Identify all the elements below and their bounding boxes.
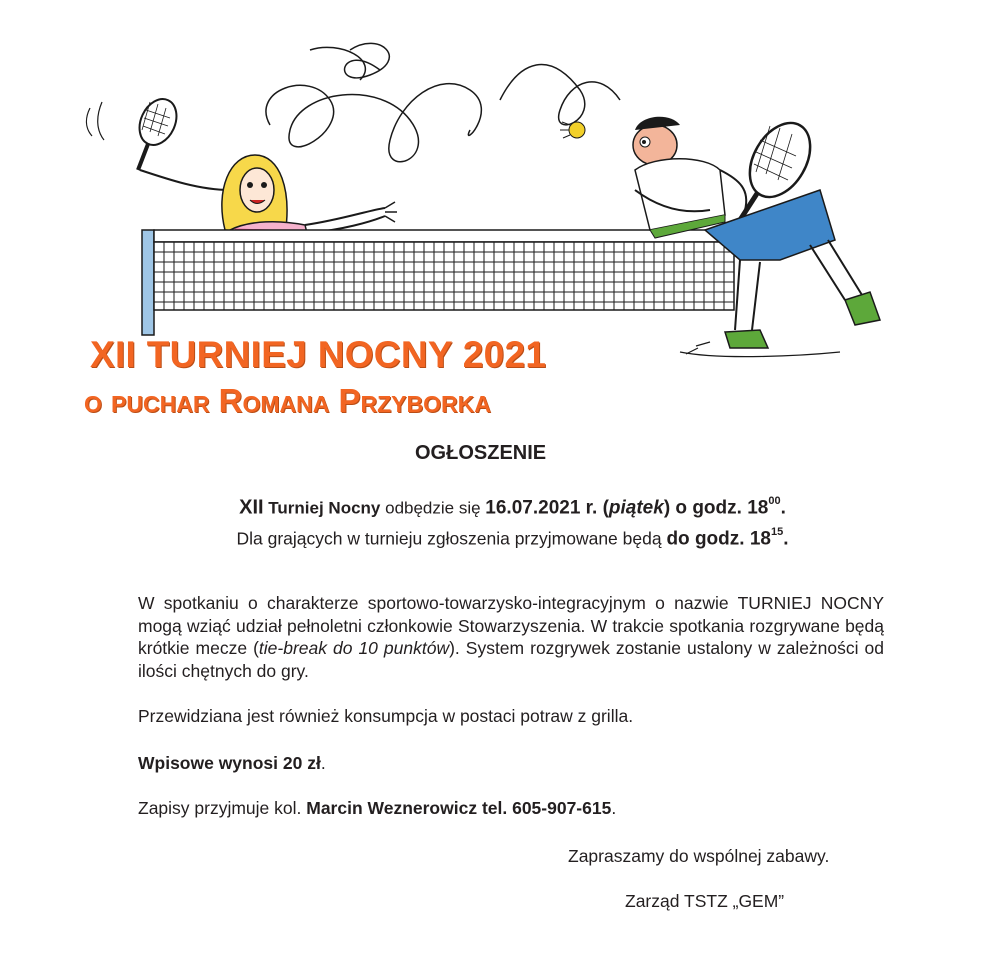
man-player [633, 112, 880, 356]
description-paragraph [138, 592, 884, 682]
event-time-end: . [780, 497, 786, 519]
description-text-a: W spotkaniu o charakterze sportowo-towarzysko-integracyjnym o nazwie TURNIEJ NOCNY mogą wziąć udział pełnoletni członkowie Stowarzyszenia. W trakcie spotkania rozgrywane będą krótkie mecze ( [138, 593, 884, 658]
signup-contact: Marcin Weznerowicz tel. 605-907-615 [306, 798, 612, 818]
event-time: ) o godz. 18 [663, 497, 769, 519]
announcement-heading: OGŁOSZENIE [415, 442, 547, 464]
fee-paragraph [138, 753, 326, 774]
signup-text: Zapisy przyjmuje kol. [138, 798, 307, 818]
event-title: XII TURNIEJ NOCNY 2021 [90, 334, 547, 375]
registration-line [140, 521, 885, 552]
event-name: Turniej Nocny [263, 498, 381, 518]
signup-end: . [611, 798, 617, 818]
event-day: piątek [608, 497, 664, 519]
board-signature: Zarząd TSTZ „GEM” [625, 891, 785, 911]
registration-end: . [783, 528, 789, 550]
tennis-net-icon [142, 230, 734, 335]
signup-paragraph [138, 798, 616, 819]
registration-deadline: do godz. 18 [666, 528, 771, 550]
ball-trajectory [266, 43, 620, 161]
girl-player [132, 93, 397, 245]
roman-numeral: XII [239, 496, 264, 519]
announcement-block [140, 490, 885, 553]
event-time-minutes: 00 [768, 495, 781, 507]
announcement-text: odbędzie się [380, 498, 486, 518]
announcement-date-line [140, 490, 885, 521]
invitation-text: Zapraszamy do wspólnej zabawy. [568, 846, 830, 866]
event-date: 16.07.2021 r. ( [485, 497, 609, 519]
catering-paragraph: Przewidziana jest również konsumpcja w postaci potraw z grilla. [138, 706, 634, 726]
tennis-racket-icon [132, 93, 183, 170]
match-format: tie-break do 10 punktów [258, 638, 450, 658]
motion-lines [86, 102, 104, 140]
event-subtitle: o puchar Romana Przyborka [84, 382, 491, 419]
registration-deadline-minutes: 15 [770, 526, 784, 539]
registration-text: Dla grających w turnieju zgłoszenia przyjmowane będą [236, 528, 667, 549]
entry-fee-end: . [320, 753, 326, 773]
description-text-b: ). System rozgrywek zostanie ustalony w zależności od ilości chętnych do gry. [138, 638, 884, 681]
entry-fee: Wpisowe wynosi 20 zł [138, 753, 321, 773]
